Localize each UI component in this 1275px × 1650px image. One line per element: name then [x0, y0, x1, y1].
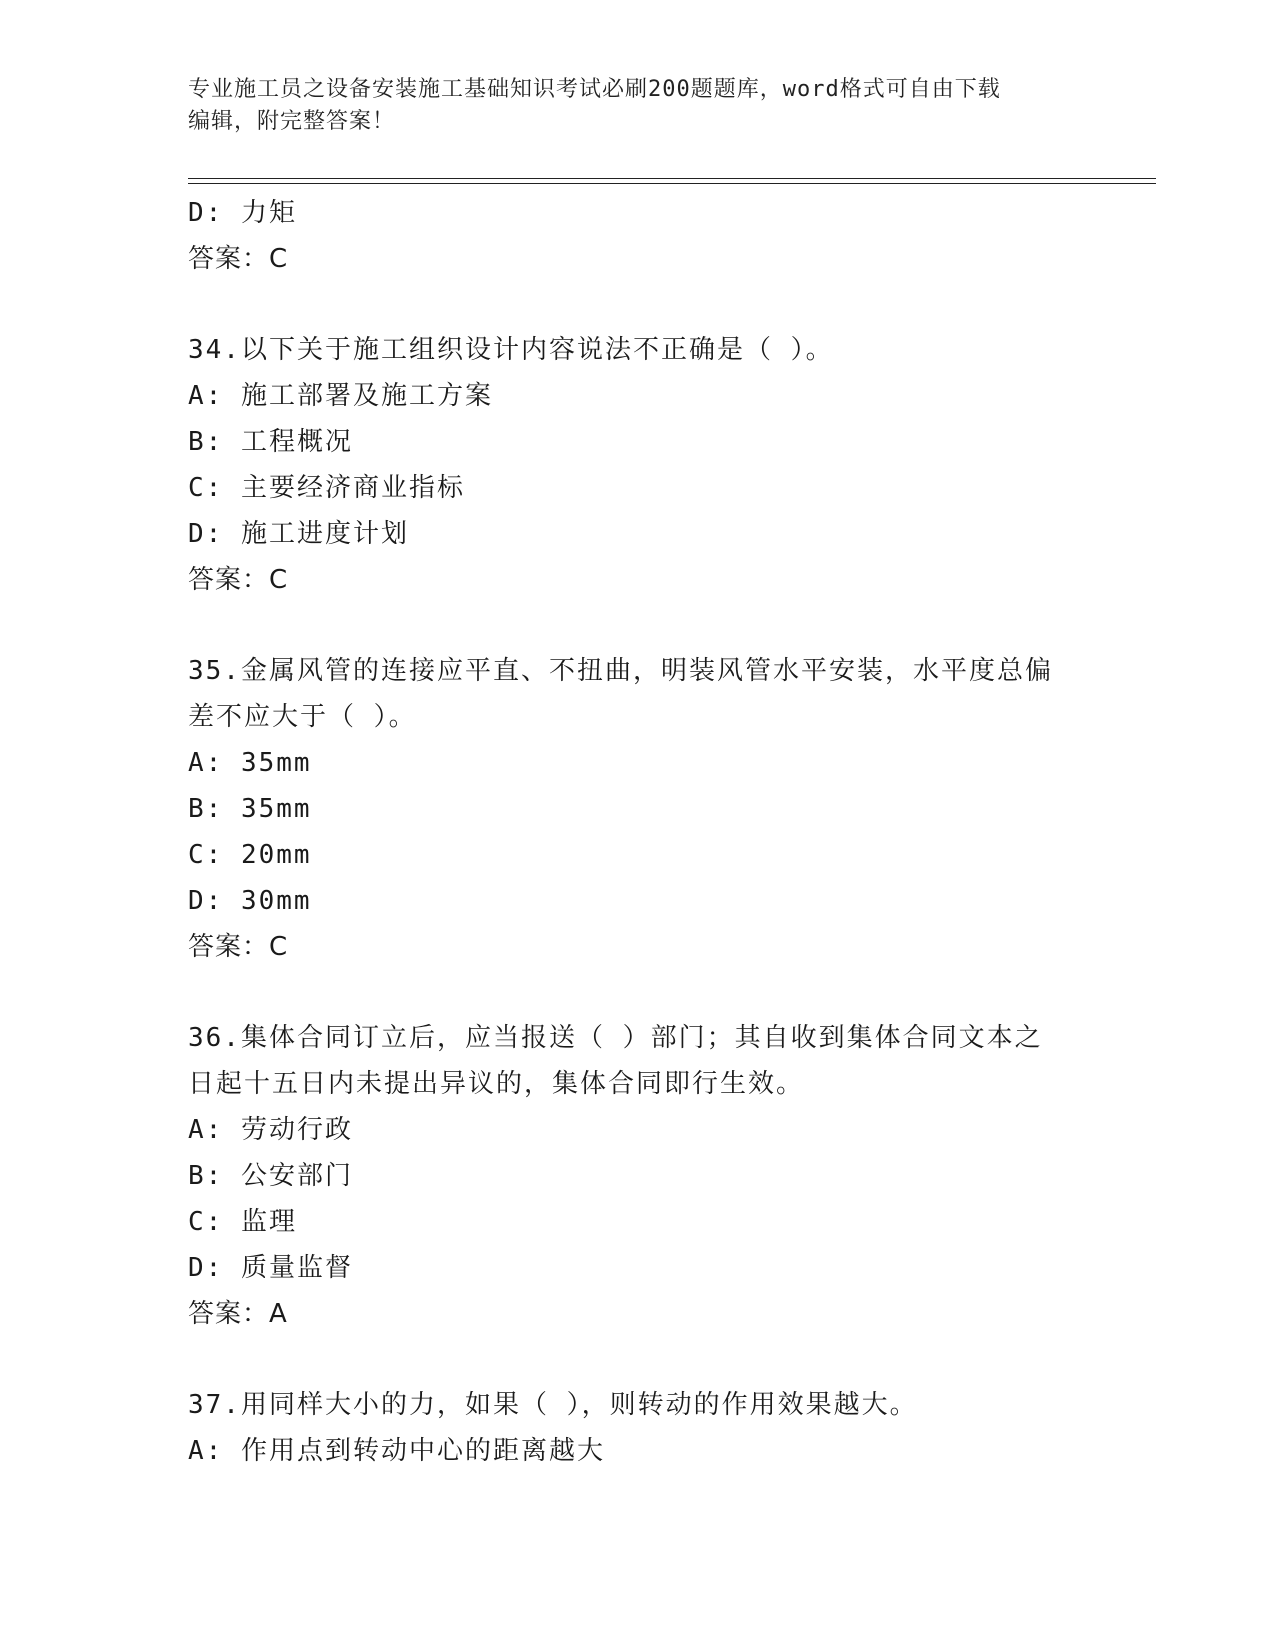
header-line-1: 专业施工员之设备安装施工基础知识考试必刷200题题库，word格式可自由下载 [188, 77, 1001, 102]
option-b: B: 公安部门 [188, 1161, 353, 1191]
spacer [188, 603, 1088, 648]
answer: 答案：A [188, 1299, 288, 1329]
option-b: B: 35mm [188, 794, 312, 824]
question-stem-line-1: 35.金属风管的连接应平直、不扭曲，明装风管水平安装，水平度总偏 [188, 656, 1053, 686]
question-stem-line-2: 差不应大于（ ）。 [188, 702, 417, 732]
question-stem-line-2: 日起十五日内未提出异议的，集体合同即行生效。 [188, 1069, 805, 1099]
header-rule-top [188, 178, 1156, 179]
spacer [188, 1337, 1088, 1382]
question-36 [188, 1015, 1088, 1337]
question-37 [188, 1382, 1088, 1474]
question-stem: 37.用同样大小的力，如果（ ），则转动的作用效果越大。 [188, 1390, 918, 1420]
option-a: A: 35mm [188, 748, 312, 778]
answer: 答案：C [188, 565, 289, 595]
option-c: C: 主要经济商业指标 [188, 473, 465, 503]
option-a: A: 作用点到转动中心的距离越大 [188, 1436, 605, 1466]
question-stem-line-1: 36.集体合同订立后，应当报送（ ）部门；其自收到集体合同文本之 [188, 1023, 1043, 1053]
header-line-2: 编辑，附完整答案！ [188, 109, 396, 134]
option-c: C: 监理 [188, 1207, 297, 1237]
document-header [188, 74, 1088, 138]
question-stem: 34.以下关于施工组织设计内容说法不正确是（ ）。 [188, 335, 834, 365]
question-34 [188, 327, 1088, 603]
prev-answer: 答案：C [188, 244, 289, 274]
option-c: C: 20mm [188, 840, 312, 870]
spacer [188, 970, 1088, 1015]
option-a: A: 施工部署及施工方案 [188, 381, 493, 411]
document-body [188, 190, 1088, 1474]
prev-option-d: D: 力矩 [188, 198, 297, 228]
option-d: D: 30mm [188, 886, 312, 916]
option-d: D: 施工进度计划 [188, 519, 409, 549]
question-35 [188, 648, 1088, 970]
option-b: B: 工程概况 [188, 427, 353, 457]
answer: 答案：C [188, 932, 289, 962]
header-rule-bottom [188, 183, 1156, 184]
option-d: D: 质量监督 [188, 1253, 353, 1283]
spacer [188, 282, 1088, 327]
option-a: A: 劳动行政 [188, 1115, 353, 1145]
